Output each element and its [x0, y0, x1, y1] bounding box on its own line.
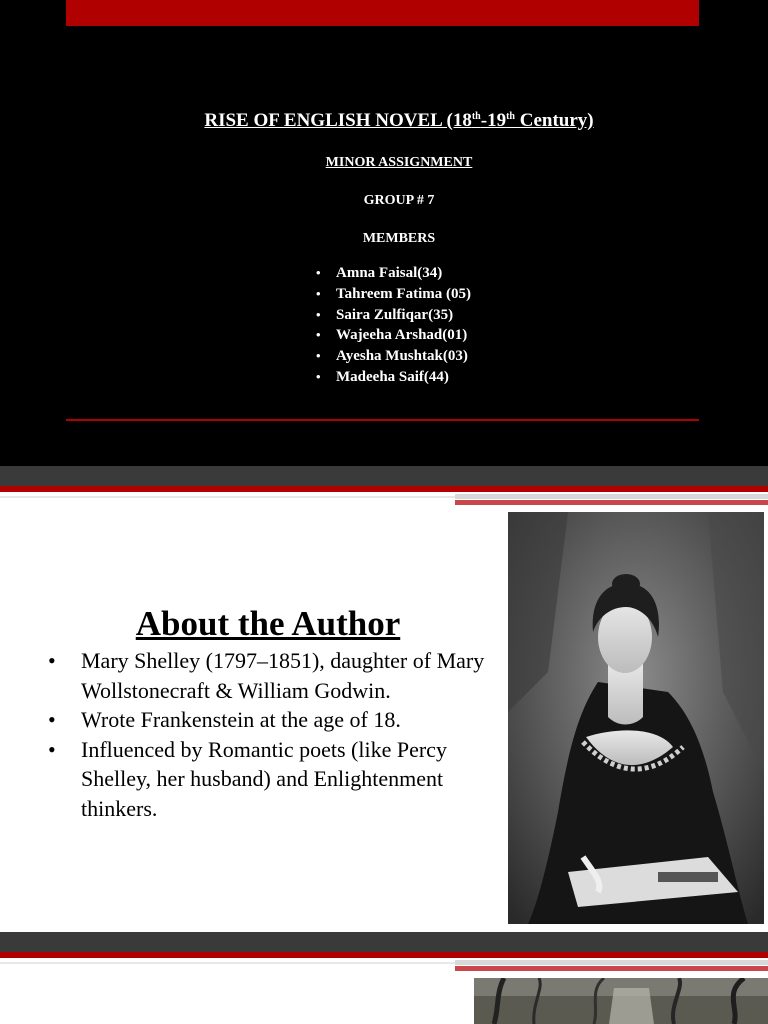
bullet-icon: •	[316, 348, 321, 364]
bullet-icon: •	[316, 285, 321, 301]
list-item: • Mary Shelley (1797–1851), daughter of Mary Wollstonecraft & William Godwin.	[48, 648, 485, 703]
author-slide	[0, 508, 768, 932]
bullet-icon: •	[316, 265, 321, 280]
list-item: • Tahreem Fatima (05)	[316, 284, 471, 305]
next-slide-image	[474, 978, 768, 1024]
list-item: • Amna Faisal(34)	[316, 263, 471, 284]
members-list	[316, 263, 471, 388]
bullet-icon: •	[48, 707, 56, 732]
title-slide	[0, 0, 768, 466]
list-item: • Wajeeha Arshad(01)	[316, 325, 471, 346]
author-heading: About the Author	[135, 604, 401, 643]
author-points	[48, 646, 493, 823]
group-label: GROUP # 7	[363, 193, 435, 208]
list-item: • Saira Zulfiqar(35)	[316, 305, 471, 326]
list-item: • Madeeha Saif(44)	[316, 367, 471, 388]
slide-divider	[0, 932, 768, 974]
list-item: • Influenced by Romantic poets (like Percy Shelley, her husband) and Enlightenment thinkers.	[48, 736, 447, 821]
bullet-icon: •	[48, 736, 56, 762]
assignment-label: MINOR ASSIGNMENT	[325, 155, 473, 170]
slide-divider	[0, 466, 768, 508]
members-heading: MEMBERS	[362, 231, 436, 246]
list-item: • Wrote Frankenstein at the age of 18.	[48, 705, 493, 735]
top-accent-bar	[66, 0, 699, 26]
bullet-icon: •	[48, 648, 56, 673]
slide-title: RISE OF ENGLISH NOVEL (18th-19th Century)	[204, 110, 594, 131]
author-portrait-image	[508, 512, 764, 924]
bullet-icon: •	[316, 327, 321, 343]
list-item: • Ayesha Mushtak(03)	[316, 346, 471, 367]
bullet-icon: •	[316, 368, 321, 384]
bottom-divider	[66, 419, 699, 421]
bullet-icon: •	[316, 306, 321, 322]
